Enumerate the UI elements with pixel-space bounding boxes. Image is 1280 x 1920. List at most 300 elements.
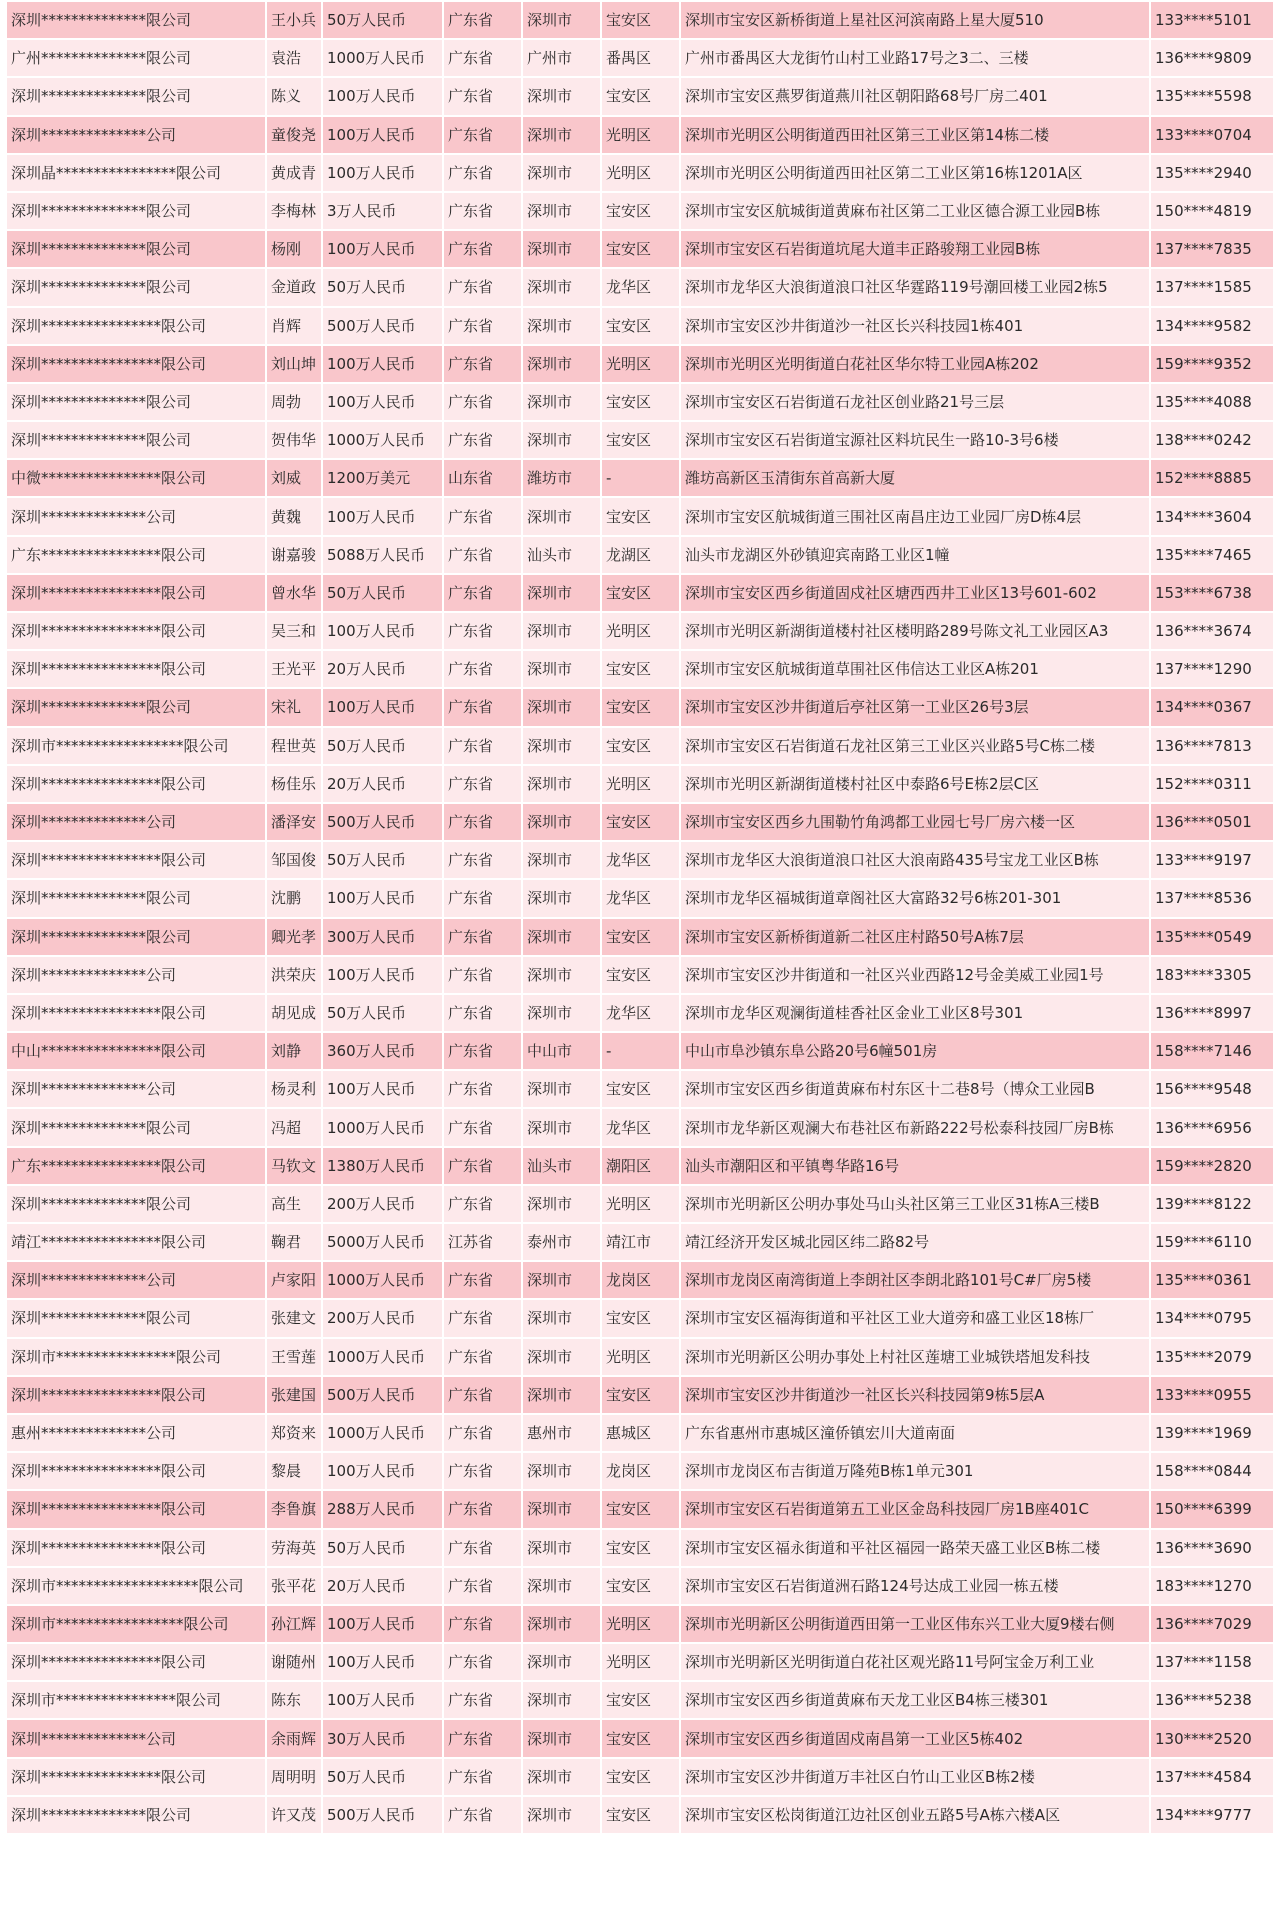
- address-cell: 潍坊高新区玉清街东首高新大厦: [681, 460, 1149, 496]
- address-cell: 广东省惠州市惠城区潼侨镇宏川大道南面: [681, 1415, 1149, 1451]
- registered-capital-cell: 1000万人民币: [323, 1109, 442, 1145]
- district-cell: 宝安区: [602, 1300, 679, 1336]
- phone-cell: 158****0844: [1151, 1453, 1273, 1489]
- registered-capital-cell: 100万人民币: [323, 78, 442, 114]
- contact-name-cell: 潘泽安: [267, 804, 321, 840]
- district-cell: 光明区: [602, 155, 679, 191]
- contact-name-cell: 李梅林: [267, 193, 321, 229]
- table-row: [7, 537, 1273, 573]
- table-row: [7, 155, 1273, 191]
- address-cell: 深圳市宝安区航城街道黄麻布社区第二工业区德合源工业园B栋: [681, 193, 1149, 229]
- company-name-cell: 深圳晶****************限公司: [7, 155, 265, 191]
- phone-cell: 152****0311: [1151, 766, 1273, 802]
- contact-name-cell: 洪荣庆: [267, 957, 321, 993]
- district-cell: 光明区: [602, 1339, 679, 1375]
- phone-cell: 135****5598: [1151, 78, 1273, 114]
- registered-capital-cell: 100万人民币: [323, 1071, 442, 1107]
- phone-cell: 135****4088: [1151, 384, 1273, 420]
- province-cell: 广东省: [444, 1530, 521, 1566]
- city-cell: 深圳市: [523, 1109, 600, 1145]
- company-name-cell: 深圳**************限公司: [7, 422, 265, 458]
- contact-name-cell: 胡见成: [267, 995, 321, 1031]
- registered-capital-cell: 200万人民币: [323, 1300, 442, 1336]
- city-cell: 深圳市: [523, 1568, 600, 1604]
- table-row: [7, 1453, 1273, 1489]
- phone-cell: 139****1969: [1151, 1415, 1273, 1451]
- table-row: [7, 384, 1273, 420]
- registered-capital-cell: 50万人民币: [323, 1759, 442, 1795]
- registered-capital-cell: 100万人民币: [323, 155, 442, 191]
- province-cell: 广东省: [444, 1262, 521, 1298]
- table-row: [7, 1148, 1273, 1184]
- address-cell: 深圳市宝安区沙井街道和一社区兴业西路12号金美威工业园1号: [681, 957, 1149, 993]
- phone-cell: 135****2079: [1151, 1339, 1273, 1375]
- province-cell: 广东省: [444, 1186, 521, 1222]
- company-name-cell: 深圳**************限公司: [7, 193, 265, 229]
- district-cell: 龙华区: [602, 880, 679, 916]
- province-cell: 广东省: [444, 689, 521, 725]
- contact-name-cell: 卢家阳: [267, 1262, 321, 1298]
- phone-cell: 133****5101: [1151, 2, 1273, 38]
- city-cell: 深圳市: [523, 1759, 600, 1795]
- contact-name-cell: 周明明: [267, 1759, 321, 1795]
- phone-cell: 152****8885: [1151, 460, 1273, 496]
- company-name-cell: 深圳****************限公司: [7, 842, 265, 878]
- company-name-cell: 中山****************限公司: [7, 1033, 265, 1069]
- city-cell: 深圳市: [523, 1720, 600, 1756]
- company-name-cell: 深圳**************公司: [7, 498, 265, 534]
- contact-name-cell: 吴三和: [267, 613, 321, 649]
- address-cell: 深圳市宝安区松岗街道江边社区创业五路5号A栋六楼A区: [681, 1797, 1149, 1833]
- company-name-cell: 深圳****************限公司: [7, 613, 265, 649]
- province-cell: 广东省: [444, 728, 521, 764]
- company-name-cell: 广东****************限公司: [7, 1148, 265, 1184]
- city-cell: 深圳市: [523, 1606, 600, 1642]
- province-cell: 广东省: [444, 117, 521, 153]
- city-cell: 深圳市: [523, 880, 600, 916]
- phone-cell: 134****0795: [1151, 1300, 1273, 1336]
- contact-name-cell: 贺伟华: [267, 422, 321, 458]
- address-cell: 深圳市龙华区观澜街道桂香社区金业工业区8号301: [681, 995, 1149, 1031]
- company-name-cell: 深圳**************公司: [7, 1262, 265, 1298]
- phone-cell: 136****0501: [1151, 804, 1273, 840]
- city-cell: 深圳市: [523, 804, 600, 840]
- district-cell: 宝安区: [602, 1568, 679, 1604]
- district-cell: 宝安区: [602, 919, 679, 955]
- registered-capital-cell: 20万人民币: [323, 766, 442, 802]
- company-name-cell: 深圳**************限公司: [7, 231, 265, 267]
- table-row: [7, 2, 1273, 38]
- district-cell: 宝安区: [602, 422, 679, 458]
- contact-name-cell: 周勃: [267, 384, 321, 420]
- contact-name-cell: 冯超: [267, 1109, 321, 1145]
- city-cell: 深圳市: [523, 308, 600, 344]
- table-row: [7, 689, 1273, 725]
- table-row: [7, 1606, 1273, 1642]
- district-cell: 宝安区: [602, 1720, 679, 1756]
- district-cell: 龙华区: [602, 995, 679, 1031]
- table-row: [7, 1300, 1273, 1336]
- address-cell: 深圳市宝安区石岩街道坑尾大道丰正路骏翔工业园B栋: [681, 231, 1149, 267]
- phone-cell: 135****0361: [1151, 1262, 1273, 1298]
- company-name-cell: 深圳**************限公司: [7, 1109, 265, 1145]
- province-cell: 广东省: [444, 78, 521, 114]
- city-cell: 深圳市: [523, 1491, 600, 1527]
- table-row: [7, 1224, 1273, 1260]
- phone-cell: 136****3690: [1151, 1530, 1273, 1566]
- province-cell: 广东省: [444, 537, 521, 573]
- contact-name-cell: 劳海英: [267, 1530, 321, 1566]
- table-row: [7, 1033, 1273, 1069]
- city-cell: 深圳市: [523, 613, 600, 649]
- company-name-cell: 中微****************限公司: [7, 460, 265, 496]
- company-name-cell: 深圳**************限公司: [7, 689, 265, 725]
- registered-capital-cell: 1000万人民币: [323, 1415, 442, 1451]
- city-cell: 深圳市: [523, 728, 600, 764]
- phone-cell: 134****0367: [1151, 689, 1273, 725]
- address-cell: 深圳市龙华区福城街道章阁社区大富路32号6栋201-301: [681, 880, 1149, 916]
- contact-name-cell: 金道政: [267, 269, 321, 305]
- district-cell: 龙岗区: [602, 1262, 679, 1298]
- phone-cell: 136****7813: [1151, 728, 1273, 764]
- address-cell: 深圳市宝安区福海街道和平社区工业大道旁和盛工业区18栋厂: [681, 1300, 1149, 1336]
- province-cell: 广东省: [444, 880, 521, 916]
- contact-name-cell: 刘静: [267, 1033, 321, 1069]
- company-name-cell: 深圳**************限公司: [7, 1186, 265, 1222]
- phone-cell: 134****9582: [1151, 308, 1273, 344]
- table-row: [7, 995, 1273, 1031]
- table-row: [7, 613, 1273, 649]
- district-cell: 宝安区: [602, 193, 679, 229]
- phone-cell: 158****7146: [1151, 1033, 1273, 1069]
- city-cell: 深圳市: [523, 231, 600, 267]
- registered-capital-cell: 500万人民币: [323, 1797, 442, 1833]
- company-name-cell: 深圳**************公司: [7, 1071, 265, 1107]
- address-cell: 深圳市宝安区石岩街道第五工业区金岛科技园厂房1B座401C: [681, 1491, 1149, 1527]
- company-name-cell: 深圳****************限公司: [7, 346, 265, 382]
- contact-name-cell: 孙江辉: [267, 1606, 321, 1642]
- city-cell: 深圳市: [523, 422, 600, 458]
- registered-capital-cell: 50万人民币: [323, 995, 442, 1031]
- province-cell: 广东省: [444, 1071, 521, 1107]
- registered-capital-cell: 100万人民币: [323, 957, 442, 993]
- province-cell: 广东省: [444, 1797, 521, 1833]
- company-name-cell: 深圳市****************限公司: [7, 1339, 265, 1375]
- district-cell: -: [602, 460, 679, 496]
- city-cell: 潍坊市: [523, 460, 600, 496]
- contact-name-cell: 黄成青: [267, 155, 321, 191]
- contact-name-cell: 陈义: [267, 78, 321, 114]
- phone-cell: 136****9809: [1151, 40, 1273, 76]
- registered-capital-cell: 100万人民币: [323, 498, 442, 534]
- phone-cell: 137****1158: [1151, 1644, 1273, 1680]
- address-cell: 深圳市龙岗区南湾街道上李朗社区李朗北路101号C#厂房5楼: [681, 1262, 1149, 1298]
- contact-name-cell: 马钦文: [267, 1148, 321, 1184]
- phone-cell: 183****1270: [1151, 1568, 1273, 1604]
- city-cell: 深圳市: [523, 1071, 600, 1107]
- province-cell: 山东省: [444, 460, 521, 496]
- table-row: [7, 651, 1273, 687]
- contact-name-cell: 卿光孝: [267, 919, 321, 955]
- province-cell: 广东省: [444, 613, 521, 649]
- table-row: [7, 1071, 1273, 1107]
- province-cell: 广东省: [444, 1720, 521, 1756]
- contact-name-cell: 余雨辉: [267, 1720, 321, 1756]
- city-cell: 深圳市: [523, 919, 600, 955]
- address-cell: 深圳市宝安区西乡街道黄麻布村东区十二巷8号（博众工业园B: [681, 1071, 1149, 1107]
- registered-capital-cell: 20万人民币: [323, 1568, 442, 1604]
- city-cell: 深圳市: [523, 957, 600, 993]
- district-cell: 宝安区: [602, 957, 679, 993]
- district-cell: 番禺区: [602, 40, 679, 76]
- table-row: [7, 1568, 1273, 1604]
- table-row: [7, 842, 1273, 878]
- address-cell: 深圳市宝安区航城街道三围社区南昌庄边工业园厂房D栋4层: [681, 498, 1149, 534]
- registered-capital-cell: 5000万人民币: [323, 1224, 442, 1260]
- registered-capital-cell: 360万人民币: [323, 1033, 442, 1069]
- company-name-cell: 惠州**************公司: [7, 1415, 265, 1451]
- province-cell: 广东省: [444, 1568, 521, 1604]
- city-cell: 泰州市: [523, 1224, 600, 1260]
- registered-capital-cell: 300万人民币: [323, 919, 442, 955]
- address-cell: 靖江经济开发区城北园区纬二路82号: [681, 1224, 1149, 1260]
- district-cell: 宝安区: [602, 2, 679, 38]
- registered-capital-cell: 3万人民币: [323, 193, 442, 229]
- city-cell: 深圳市: [523, 1530, 600, 1566]
- phone-cell: 138****0242: [1151, 422, 1273, 458]
- registered-capital-cell: 100万人民币: [323, 880, 442, 916]
- city-cell: 深圳市: [523, 1682, 600, 1718]
- table-row: [7, 1491, 1273, 1527]
- address-cell: 深圳市宝安区福永街道和平社区福园一路荣天盛工业区B栋二楼: [681, 1530, 1149, 1566]
- registered-capital-cell: 50万人民币: [323, 269, 442, 305]
- phone-cell: 133****9197: [1151, 842, 1273, 878]
- table-row: [7, 1339, 1273, 1375]
- company-name-cell: 深圳****************限公司: [7, 1530, 265, 1566]
- city-cell: 深圳市: [523, 1262, 600, 1298]
- phone-cell: 134****9777: [1151, 1797, 1273, 1833]
- table-row: [7, 1109, 1273, 1145]
- contact-name-cell: 张建文: [267, 1300, 321, 1336]
- district-cell: 宝安区: [602, 1530, 679, 1566]
- contact-name-cell: 张平花: [267, 1568, 321, 1604]
- province-cell: 广东省: [444, 804, 521, 840]
- table-row: [7, 422, 1273, 458]
- district-cell: 宝安区: [602, 728, 679, 764]
- province-cell: 广东省: [444, 269, 521, 305]
- phone-cell: 159****6110: [1151, 1224, 1273, 1260]
- city-cell: 深圳市: [523, 1339, 600, 1375]
- province-cell: 广东省: [444, 1300, 521, 1336]
- city-cell: 深圳市: [523, 1644, 600, 1680]
- address-cell: 中山市阜沙镇东阜公路20号6幢501房: [681, 1033, 1149, 1069]
- province-cell: 广东省: [444, 2, 521, 38]
- contact-name-cell: 许又茂: [267, 1797, 321, 1833]
- city-cell: 深圳市: [523, 1186, 600, 1222]
- province-cell: 广东省: [444, 1377, 521, 1413]
- registered-capital-cell: 20万人民币: [323, 651, 442, 687]
- phone-cell: 136****3674: [1151, 613, 1273, 649]
- company-name-cell: 深圳**************限公司: [7, 919, 265, 955]
- table-row: [7, 1720, 1273, 1756]
- phone-cell: 159****2820: [1151, 1148, 1273, 1184]
- contact-name-cell: 杨灵利: [267, 1071, 321, 1107]
- province-cell: 广东省: [444, 1453, 521, 1489]
- city-cell: 深圳市: [523, 766, 600, 802]
- address-cell: 深圳市光明区新湖街道楼村社区中泰路6号E栋2层C区: [681, 766, 1149, 802]
- city-cell: 深圳市: [523, 117, 600, 153]
- city-cell: 广州市: [523, 40, 600, 76]
- registered-capital-cell: 100万人民币: [323, 1682, 442, 1718]
- address-cell: 深圳市光明区公明街道西田社区第三工业区第14栋二楼: [681, 117, 1149, 153]
- registered-capital-cell: 100万人民币: [323, 117, 442, 153]
- company-name-cell: 深圳市*******************限公司: [7, 1568, 265, 1604]
- province-cell: 广东省: [444, 919, 521, 955]
- table-row: [7, 231, 1273, 267]
- company-name-cell: 深圳****************限公司: [7, 1377, 265, 1413]
- contact-name-cell: 沈鹏: [267, 880, 321, 916]
- address-cell: 深圳市宝安区燕罗街道燕川社区朝阳路68号厂房二401: [681, 78, 1149, 114]
- district-cell: 宝安区: [602, 1759, 679, 1795]
- address-cell: 深圳市宝安区西乡街道黄麻布天龙工业区B4栋三楼301: [681, 1682, 1149, 1718]
- contact-name-cell: 刘威: [267, 460, 321, 496]
- address-cell: 汕头市潮阳区和平镇粤华路16号: [681, 1148, 1149, 1184]
- registered-capital-cell: 100万人民币: [323, 1606, 442, 1642]
- company-name-cell: 深圳**************限公司: [7, 269, 265, 305]
- registered-capital-cell: 30万人民币: [323, 1720, 442, 1756]
- phone-cell: 156****9548: [1151, 1071, 1273, 1107]
- registered-capital-cell: 1200万美元: [323, 460, 442, 496]
- table-row: [7, 1530, 1273, 1566]
- district-cell: 宝安区: [602, 1071, 679, 1107]
- phone-cell: 136****8997: [1151, 995, 1273, 1031]
- address-cell: 深圳市光明新区光明街道白花社区观光路11号阿宝金万利工业: [681, 1644, 1149, 1680]
- province-cell: 广东省: [444, 384, 521, 420]
- registered-capital-cell: 1000万人民币: [323, 1339, 442, 1375]
- district-cell: 光明区: [602, 1606, 679, 1642]
- contact-name-cell: 肖辉: [267, 308, 321, 344]
- address-cell: 深圳市光明区新湖街道楼村社区楼明路289号陈文礼工业园区A3: [681, 613, 1149, 649]
- phone-cell: 159****9352: [1151, 346, 1273, 382]
- city-cell: 深圳市: [523, 498, 600, 534]
- district-cell: 龙华区: [602, 842, 679, 878]
- registered-capital-cell: 1000万人民币: [323, 40, 442, 76]
- district-cell: 潮阳区: [602, 1148, 679, 1184]
- district-cell: 龙湖区: [602, 537, 679, 573]
- district-cell: 宝安区: [602, 1682, 679, 1718]
- phone-cell: 135****2940: [1151, 155, 1273, 191]
- city-cell: 深圳市: [523, 78, 600, 114]
- company-list-table: [5, 0, 1275, 1835]
- address-cell: 广州市番禺区大龙街竹山村工业路17号之3二、三楼: [681, 40, 1149, 76]
- contact-name-cell: 张建国: [267, 1377, 321, 1413]
- phone-cell: 134****3604: [1151, 498, 1273, 534]
- address-cell: 深圳市宝安区航城街道草围社区伟信达工业区A栋201: [681, 651, 1149, 687]
- address-cell: 深圳市龙华区大浪街道浪口社区华霆路119号潮回楼工业园2栋5: [681, 269, 1149, 305]
- company-name-cell: 深圳****************限公司: [7, 1491, 265, 1527]
- company-name-cell: 广东****************限公司: [7, 537, 265, 573]
- phone-cell: 150****6399: [1151, 1491, 1273, 1527]
- province-cell: 广东省: [444, 651, 521, 687]
- contact-name-cell: 袁浩: [267, 40, 321, 76]
- address-cell: 深圳市宝安区石岩街道宝源社区料坑民生一路10-3号6楼: [681, 422, 1149, 458]
- city-cell: 深圳市: [523, 1300, 600, 1336]
- table-row: [7, 498, 1273, 534]
- company-name-cell: 深圳市****************限公司: [7, 1682, 265, 1718]
- table-row: [7, 40, 1273, 76]
- province-cell: 广东省: [444, 346, 521, 382]
- city-cell: 深圳市: [523, 575, 600, 611]
- address-cell: 深圳市宝安区西乡九围勒竹角鸿都工业园七号厂房六楼一区: [681, 804, 1149, 840]
- contact-name-cell: 王光平: [267, 651, 321, 687]
- contact-name-cell: 黄魏: [267, 498, 321, 534]
- address-cell: 深圳市宝安区新桥街道新二社区庄村路50号A栋7层: [681, 919, 1149, 955]
- registered-capital-cell: 500万人民币: [323, 308, 442, 344]
- province-cell: 广东省: [444, 1109, 521, 1145]
- city-cell: 汕头市: [523, 537, 600, 573]
- province-cell: 广东省: [444, 155, 521, 191]
- contact-name-cell: 郑资来: [267, 1415, 321, 1451]
- company-name-cell: 广州**************限公司: [7, 40, 265, 76]
- contact-name-cell: 王雪莲: [267, 1339, 321, 1375]
- table-row: [7, 1377, 1273, 1413]
- phone-cell: 130****2520: [1151, 1720, 1273, 1756]
- contact-name-cell: 黎晨: [267, 1453, 321, 1489]
- contact-name-cell: 鞠君: [267, 1224, 321, 1260]
- address-cell: 深圳市宝安区石岩街道石龙社区第三工业区兴业路5号C栋二楼: [681, 728, 1149, 764]
- contact-name-cell: 杨刚: [267, 231, 321, 267]
- address-cell: 汕头市龙湖区外砂镇迎宾南路工业区1幢: [681, 537, 1149, 573]
- province-cell: 广东省: [444, 1148, 521, 1184]
- province-cell: 广东省: [444, 308, 521, 344]
- company-name-cell: 深圳**************限公司: [7, 1300, 265, 1336]
- city-cell: 深圳市: [523, 269, 600, 305]
- address-cell: 深圳市龙华新区观澜大布巷社区布新路222号松泰科技园厂房B栋: [681, 1109, 1149, 1145]
- phone-cell: 150****4819: [1151, 193, 1273, 229]
- contact-name-cell: 程世英: [267, 728, 321, 764]
- table-row: [7, 308, 1273, 344]
- district-cell: -: [602, 1033, 679, 1069]
- registered-capital-cell: 100万人民币: [323, 613, 442, 649]
- company-name-cell: 深圳**************限公司: [7, 1797, 265, 1833]
- contact-name-cell: 刘山坤: [267, 346, 321, 382]
- district-cell: 宝安区: [602, 1491, 679, 1527]
- district-cell: 龙华区: [602, 1109, 679, 1145]
- company-name-cell: 深圳****************限公司: [7, 1644, 265, 1680]
- company-name-cell: 靖江****************限公司: [7, 1224, 265, 1260]
- district-cell: 宝安区: [602, 575, 679, 611]
- district-cell: 光明区: [602, 613, 679, 649]
- district-cell: 宝安区: [602, 308, 679, 344]
- address-cell: 深圳市宝安区石岩街道石龙社区创业路21号三层: [681, 384, 1149, 420]
- city-cell: 深圳市: [523, 193, 600, 229]
- contact-name-cell: 谢随州: [267, 1644, 321, 1680]
- province-cell: 广东省: [444, 1682, 521, 1718]
- phone-cell: 135****7465: [1151, 537, 1273, 573]
- registered-capital-cell: 1380万人民币: [323, 1148, 442, 1184]
- district-cell: 光明区: [602, 766, 679, 802]
- province-cell: 广东省: [444, 995, 521, 1031]
- district-cell: 靖江市: [602, 1224, 679, 1260]
- district-cell: 宝安区: [602, 1377, 679, 1413]
- company-name-cell: 深圳**************限公司: [7, 880, 265, 916]
- address-cell: 深圳市宝安区沙井街道后亭社区第一工业区26号3层: [681, 689, 1149, 725]
- address-cell: 深圳市宝安区石岩街道洲石路124号达成工业园一栋五楼: [681, 1568, 1149, 1604]
- city-cell: 深圳市: [523, 2, 600, 38]
- address-cell: 深圳市光明新区公明办事处马山头社区第三工业区31栋A三楼B: [681, 1186, 1149, 1222]
- registered-capital-cell: 50万人民币: [323, 728, 442, 764]
- address-cell: 深圳市光明区公明街道西田社区第二工业区第16栋1201A区: [681, 155, 1149, 191]
